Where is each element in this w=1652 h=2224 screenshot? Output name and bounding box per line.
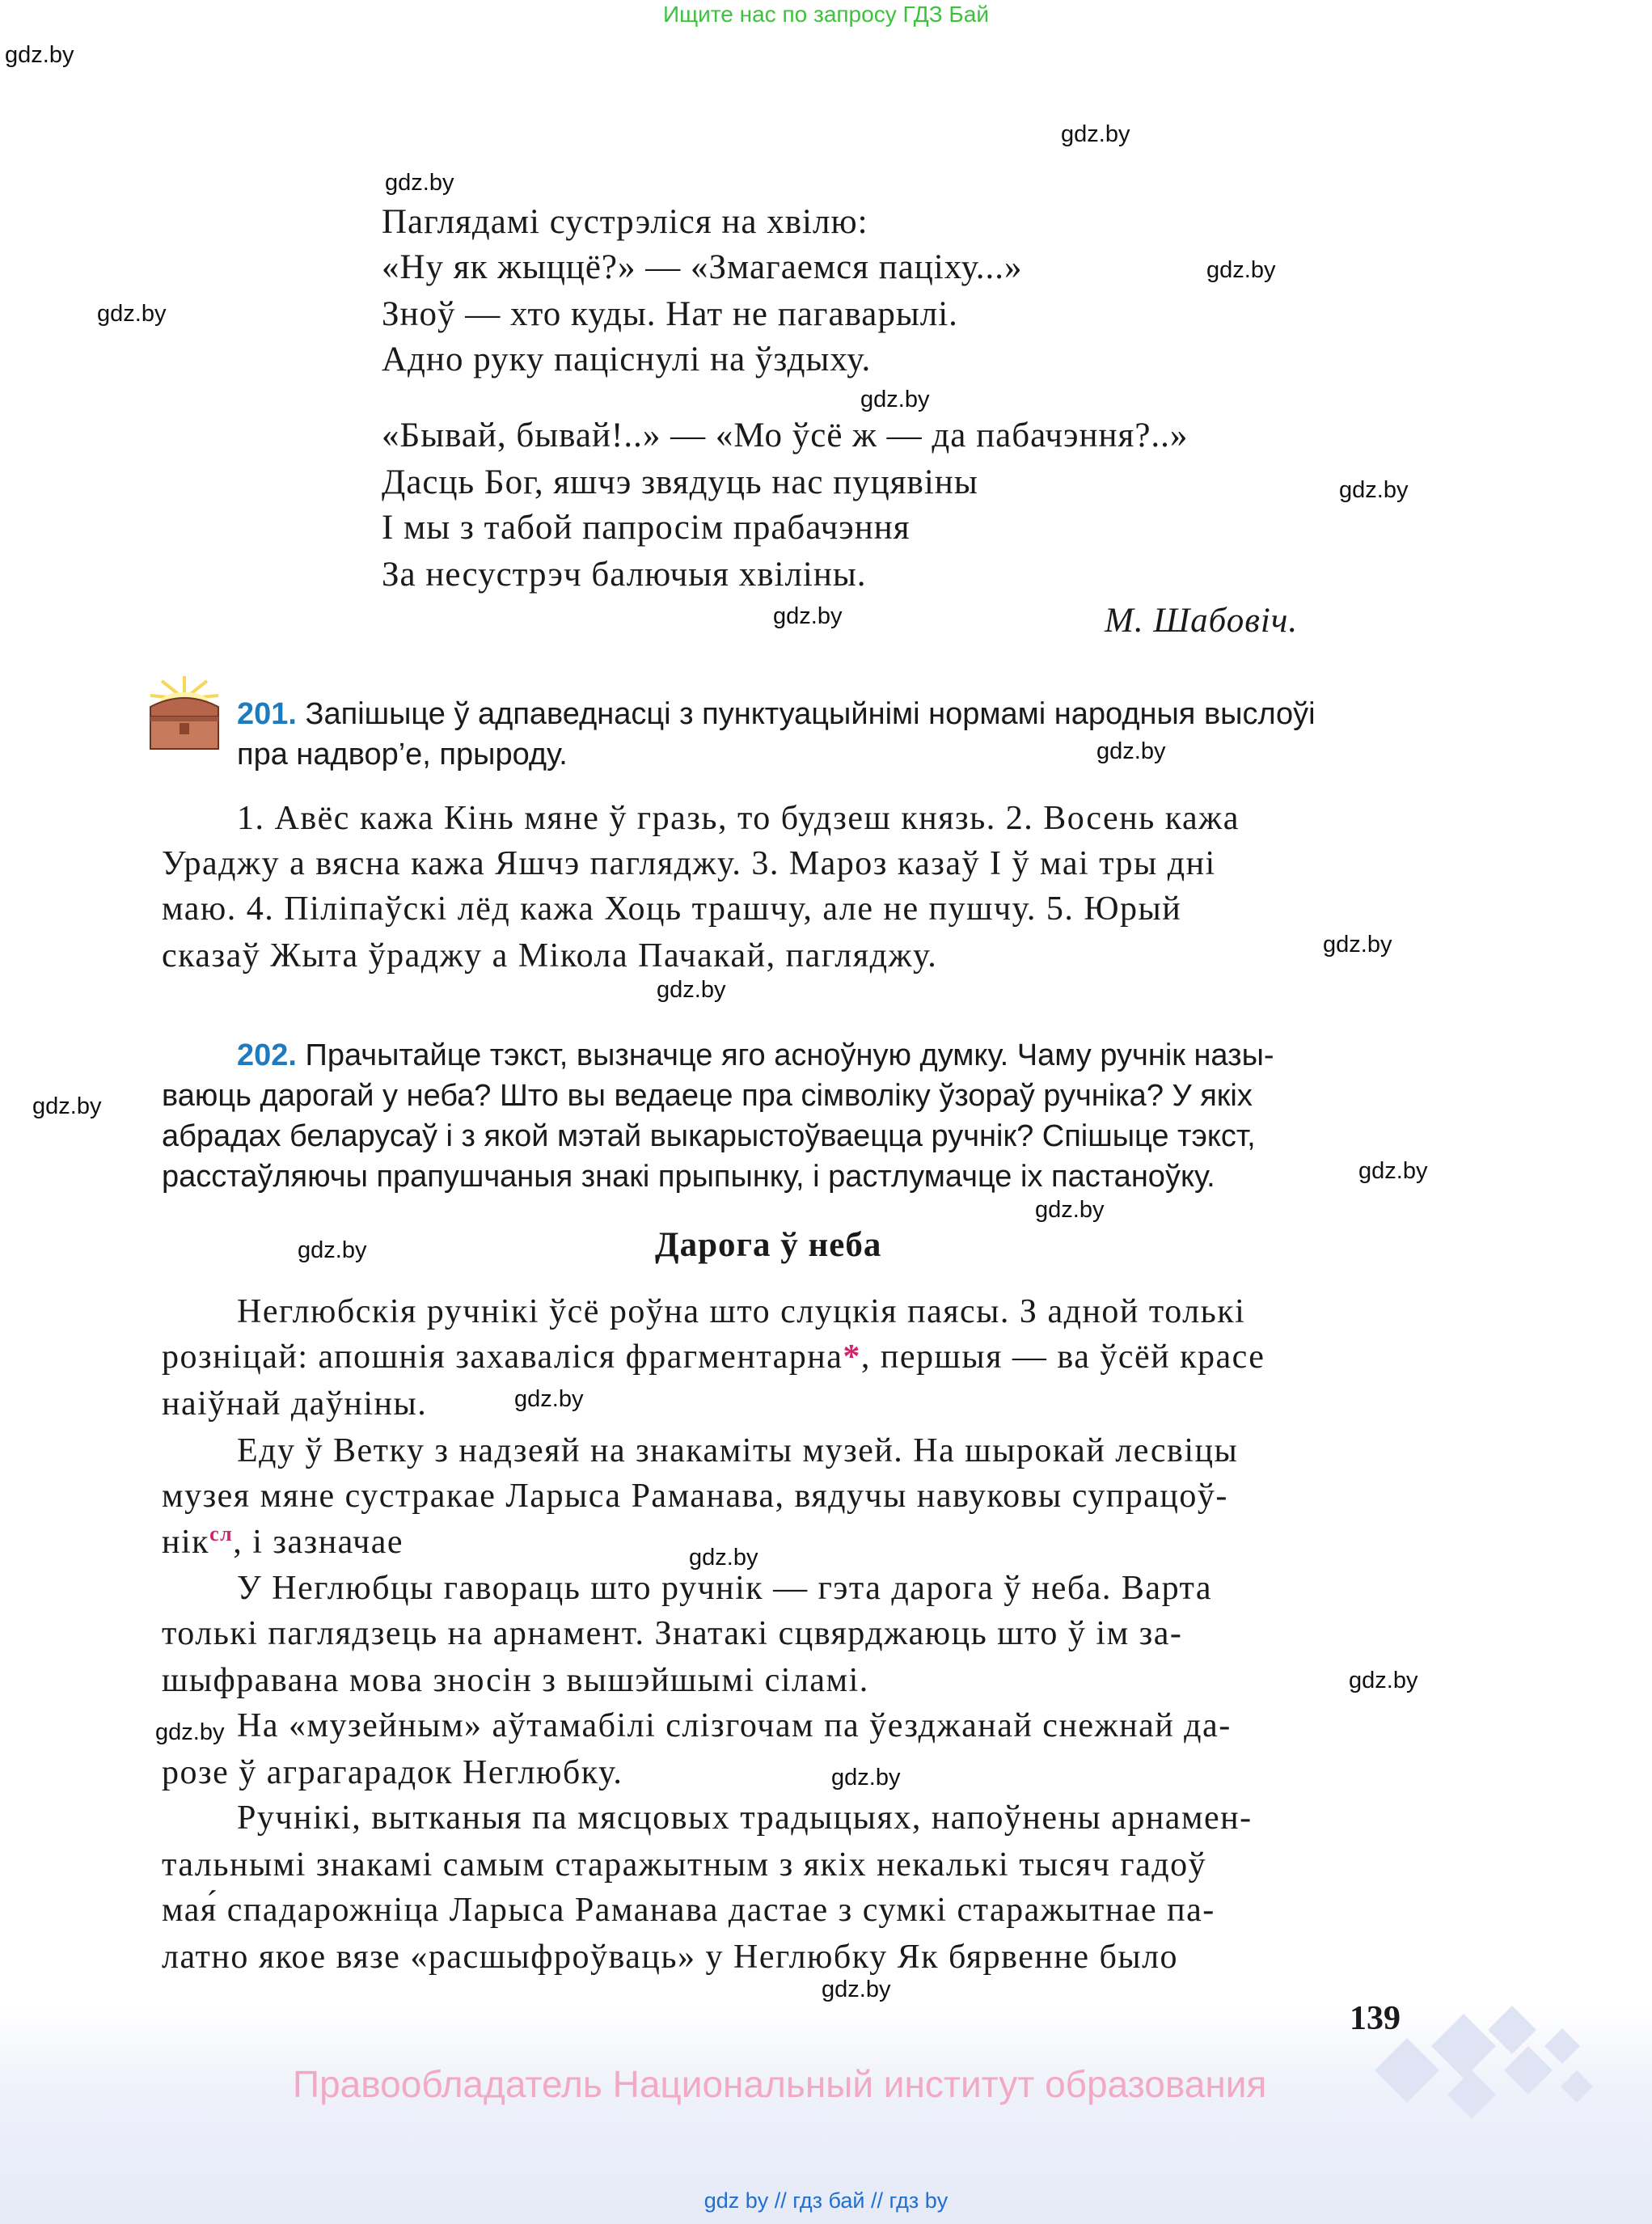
dictionary-mark[interactable]: сл [209,1522,234,1545]
story-line: Неглюбскія ручнікі ўсё роўна што слуцкія паясы. З адной толькі [237,1293,1246,1330]
poem-line: «Бывай, бывай!..» — «Мо ўсё ж — да пабачэння?..» [382,416,1189,455]
bottom-links[interactable]: gdz by // гдз бай // гдз by [703,2188,949,2213]
story-line: У Неглюбцы гавораць што ручнік — гэта дарога ў неба. Варта [237,1570,1213,1607]
watermark: gdz.by [822,1977,891,2002]
story-line [162,1522,403,1562]
poem-line: «Ну як жыццё?» — «Змагаемся паціху...» [382,248,1023,286]
watermark: gdz.by [1096,738,1166,764]
task-text: пра надвор’е, прыроду. [237,738,568,772]
watermark: gdz.by [298,1237,367,1263]
task-text: расстаўляючы прапушчаныя знакі прыпынку, і растлумачце іх пастаноўку. [162,1160,1215,1194]
watermark: gdz.by [689,1545,758,1571]
story-text: , і зазначае [233,1524,404,1561]
task-text: Прачытайце тэкст, вызначце яго асноўную думку. Чаму ручнік назы- [305,1038,1274,1072]
story-line: шыфравана мова зносін з вышэйшымі сіламі. [162,1662,869,1699]
poem-author: М. Шабовіч. [1105,602,1299,640]
story-line: тальнымі знакамі самым старажытным з якіх некалькі тысяч гадоў [162,1846,1207,1884]
watermark: gdz.by [1339,477,1409,503]
task-number: 201. [237,697,297,731]
proverb-line: Ураджу а вясна кажа Яшчэ пагляджу. 3. Мароз казаў І ў маі тры дні [162,845,1216,882]
watermark: gdz.by [97,301,167,327]
treasure-chest-icon [144,674,225,754]
rights-holder: Правообладатель Национальный институт образования [293,2063,1267,2105]
watermark: gdz.by [385,170,454,196]
poem-line: Дасць Бог, яшчэ звядуць нас пуцявіны [382,463,978,501]
story-text: нік [162,1524,210,1561]
story-text: розніцай: апошнія захаваліся фрагментарна [162,1338,843,1376]
watermark: gdz.by [514,1386,584,1412]
task-201-heading [237,697,1316,732]
watermark: gdz.by [831,1765,901,1791]
proverb-line: сказаў Жыта ўраджу а Мікола Пачакай, пагляджу. [162,937,938,975]
story-line: На «музейным» аўтамабілі слізгочам па ўезджанай снежнай да- [237,1707,1232,1744]
story-line: латно якое вязе «расшыфроўваць» у Неглюбку Як бярвенне было [162,1939,1179,1976]
watermark: gdz.by [1358,1158,1428,1184]
watermark: gdz.by [1035,1197,1105,1223]
task-202-heading [237,1038,1274,1073]
top-banner[interactable]: Ищите нас по запросу ГДЗ Бай [662,2,990,27]
story-line: наіўнай даўніны. [162,1385,428,1423]
watermark: gdz.by [32,1093,102,1119]
story-line [162,1338,1265,1376]
watermark: gdz.by [5,42,74,68]
proverb-line: маю. 4. Піліпаўскі лёд кажа Хоць трашчу, але не пушчу. 5. Юрый [162,890,1182,928]
page-number: 139 [1350,2000,1401,2037]
poem-line: За несустрэч балючыя хвіліны. [382,556,867,594]
story-text: , першыя — ва ўсёй красе [860,1338,1265,1376]
task-text: ваюць дарогай у неба? Што вы ведаеце пра сімволіку ўзораў ручніка? У якіх [162,1079,1253,1113]
task-text: Запішыце ў адпаведнасці з пунктуацыйнімі нормамі народныя выслоўі [305,697,1316,731]
watermark: gdz.by [773,603,843,629]
poem-line: Зноў — хто куды. Нат не пагаварылі. [382,295,958,333]
poem-line: І мы з табой папросім прабачэння [382,509,911,547]
story-line: мая́ спадарожніца Ларыса Раманава дастае з сумкі старажытнае па- [162,1892,1215,1929]
watermark: gdz.by [155,1719,225,1745]
watermark: gdz.by [657,977,726,1003]
footnote-asterisk[interactable]: * [843,1338,861,1376]
proverb-line: 1. Авёс кажа Кінь мяне ў гразь, то будзеш князь. 2. Восень кажа [237,800,1240,837]
story-line: Еду ў Ветку з надзеяй на знакаміты музей. На шырокай лесвіцы [237,1432,1239,1469]
story-line: толькі паглядзець на арнамент. Знатакі сцвярджаюць што ў ім за- [162,1615,1183,1652]
watermark: gdz.by [1349,1668,1418,1693]
watermark: gdz.by [1323,932,1392,958]
task-number: 202. [237,1038,297,1072]
watermark: gdz.by [1206,257,1276,283]
watermark: gdz.by [1061,121,1130,147]
story-title: Дарога ў неба [655,1226,882,1264]
poem-line: Паглядамі сустрэліся на хвілю: [382,203,868,241]
story-line: Ручнікі, вытканыя па мясцовых традыцыях, напоўнены арнамен- [237,1799,1253,1837]
watermark: gdz.by [860,387,930,412]
poem-line: Адно руку паціснулі на ўздыху. [382,340,872,378]
task-text: абрадах беларусаў і з якой мэтай выкарыстоўваецца ручнік? Спішыце тэкст, [162,1119,1256,1153]
story-line: розе ў аграгарадок Неглюбку. [162,1754,623,1791]
story-line: музея мяне сустракае Ларыса Раманава, вядучы навуковы супрацоў- [162,1478,1228,1515]
